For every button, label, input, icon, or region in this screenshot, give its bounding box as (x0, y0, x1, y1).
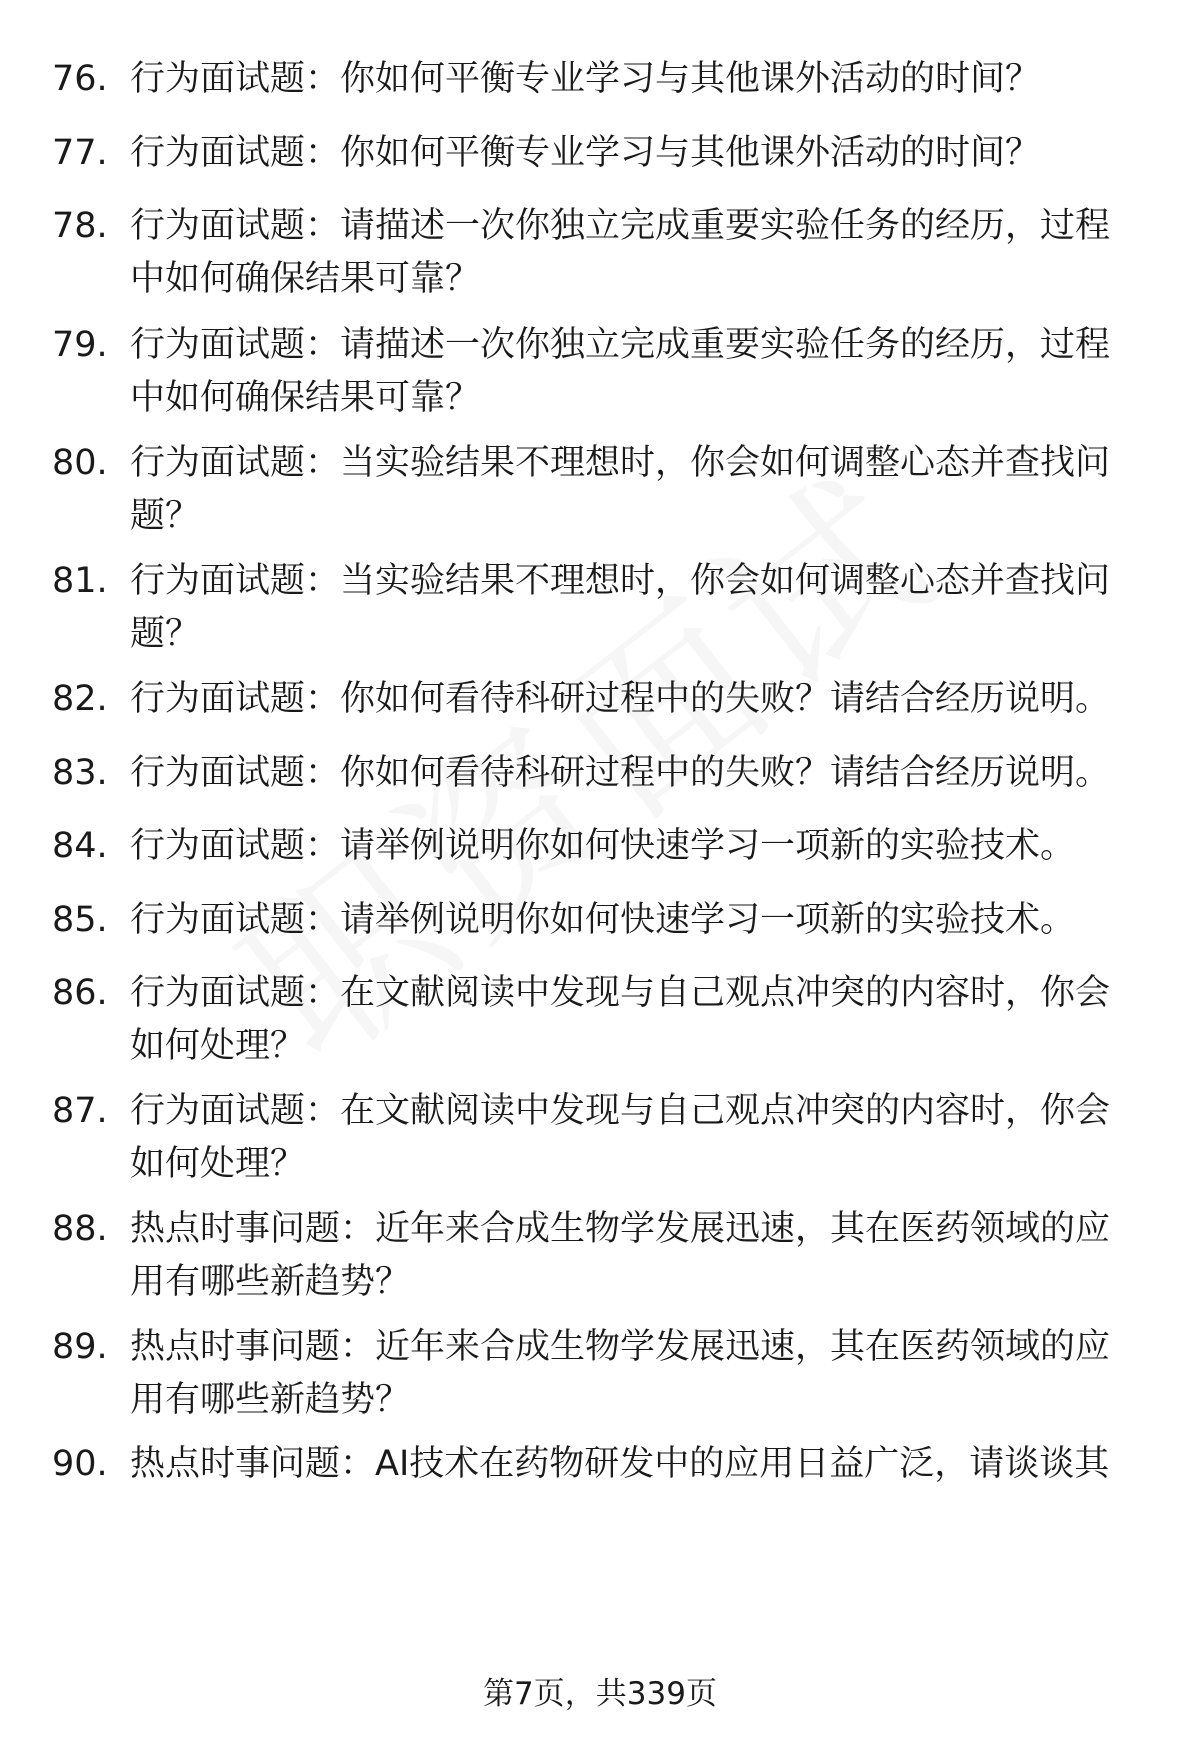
item-text: 行为面试题：当实验结果不理想时，你会如何调整心态并查找问题？ (130, 561, 1111, 654)
item-number: 89. (52, 1327, 108, 1367)
item-number: 76. (52, 59, 108, 99)
item-text: 行为面试题：你如何看待科研过程中的失败？请结合经历说明。 (130, 753, 1111, 793)
item-number: 84. (52, 826, 108, 866)
item-text: 行为面试题：在文献阅读中发现与自己观点冲突的内容时，你会如何处理？ (130, 973, 1111, 1066)
item-text: 热点时事问题：AI技术在药物研发中的应用日益广泛，请谈谈其 (130, 1444, 1110, 1484)
item-number: 88. (52, 1209, 108, 1249)
item-number: 86. (52, 973, 108, 1013)
item-number: 81. (52, 561, 108, 601)
page-footer: 第7页，共339页 (483, 1676, 717, 1712)
item-number: 82. (52, 679, 108, 719)
item-number: 80. (52, 443, 108, 483)
item-number: 77. (52, 133, 108, 173)
item-number: 90. (52, 1444, 108, 1484)
item-number: 85. (52, 900, 108, 940)
item-text: 行为面试题：当实验结果不理想时，你会如何调整心态并查找问题？ (130, 443, 1111, 536)
item-text: 行为面试题：你如何看待科研过程中的失败？请结合经历说明。 (130, 679, 1111, 719)
item-text: 行为面试题：请举例说明你如何快速学习一项新的实验技术。 (130, 900, 1076, 940)
item-text: 行为面试题：请描述一次你独立完成重要实验任务的经历，过程中如何确保结果可靠？ (130, 206, 1111, 299)
item-text: 行为面试题：你如何平衡专业学习与其他课外活动的时间？ (130, 59, 1041, 99)
item-text: 热点时事问题：近年来合成生物学发展迅速，其在医药领域的应用有哪些新趋势？ (130, 1209, 1111, 1302)
item-text: 行为面试题：请举例说明你如何快速学习一项新的实验技术。 (130, 826, 1076, 866)
item-number: 79. (52, 325, 108, 365)
item-number: 78. (52, 206, 108, 246)
item-text: 行为面试题：在文献阅读中发现与自己观点冲突的内容时，你会如何处理？ (130, 1091, 1111, 1184)
item-text: 行为面试题：请描述一次你独立完成重要实验任务的经历，过程中如何确保结果可靠？ (130, 325, 1111, 418)
item-text: 热点时事问题：近年来合成生物学发展迅速，其在医药领域的应用有哪些新趋势？ (130, 1327, 1111, 1420)
item-text: 行为面试题：你如何平衡专业学习与其他课外活动的时间？ (130, 133, 1041, 173)
item-number: 87. (52, 1091, 108, 1131)
item-number: 83. (52, 753, 108, 793)
